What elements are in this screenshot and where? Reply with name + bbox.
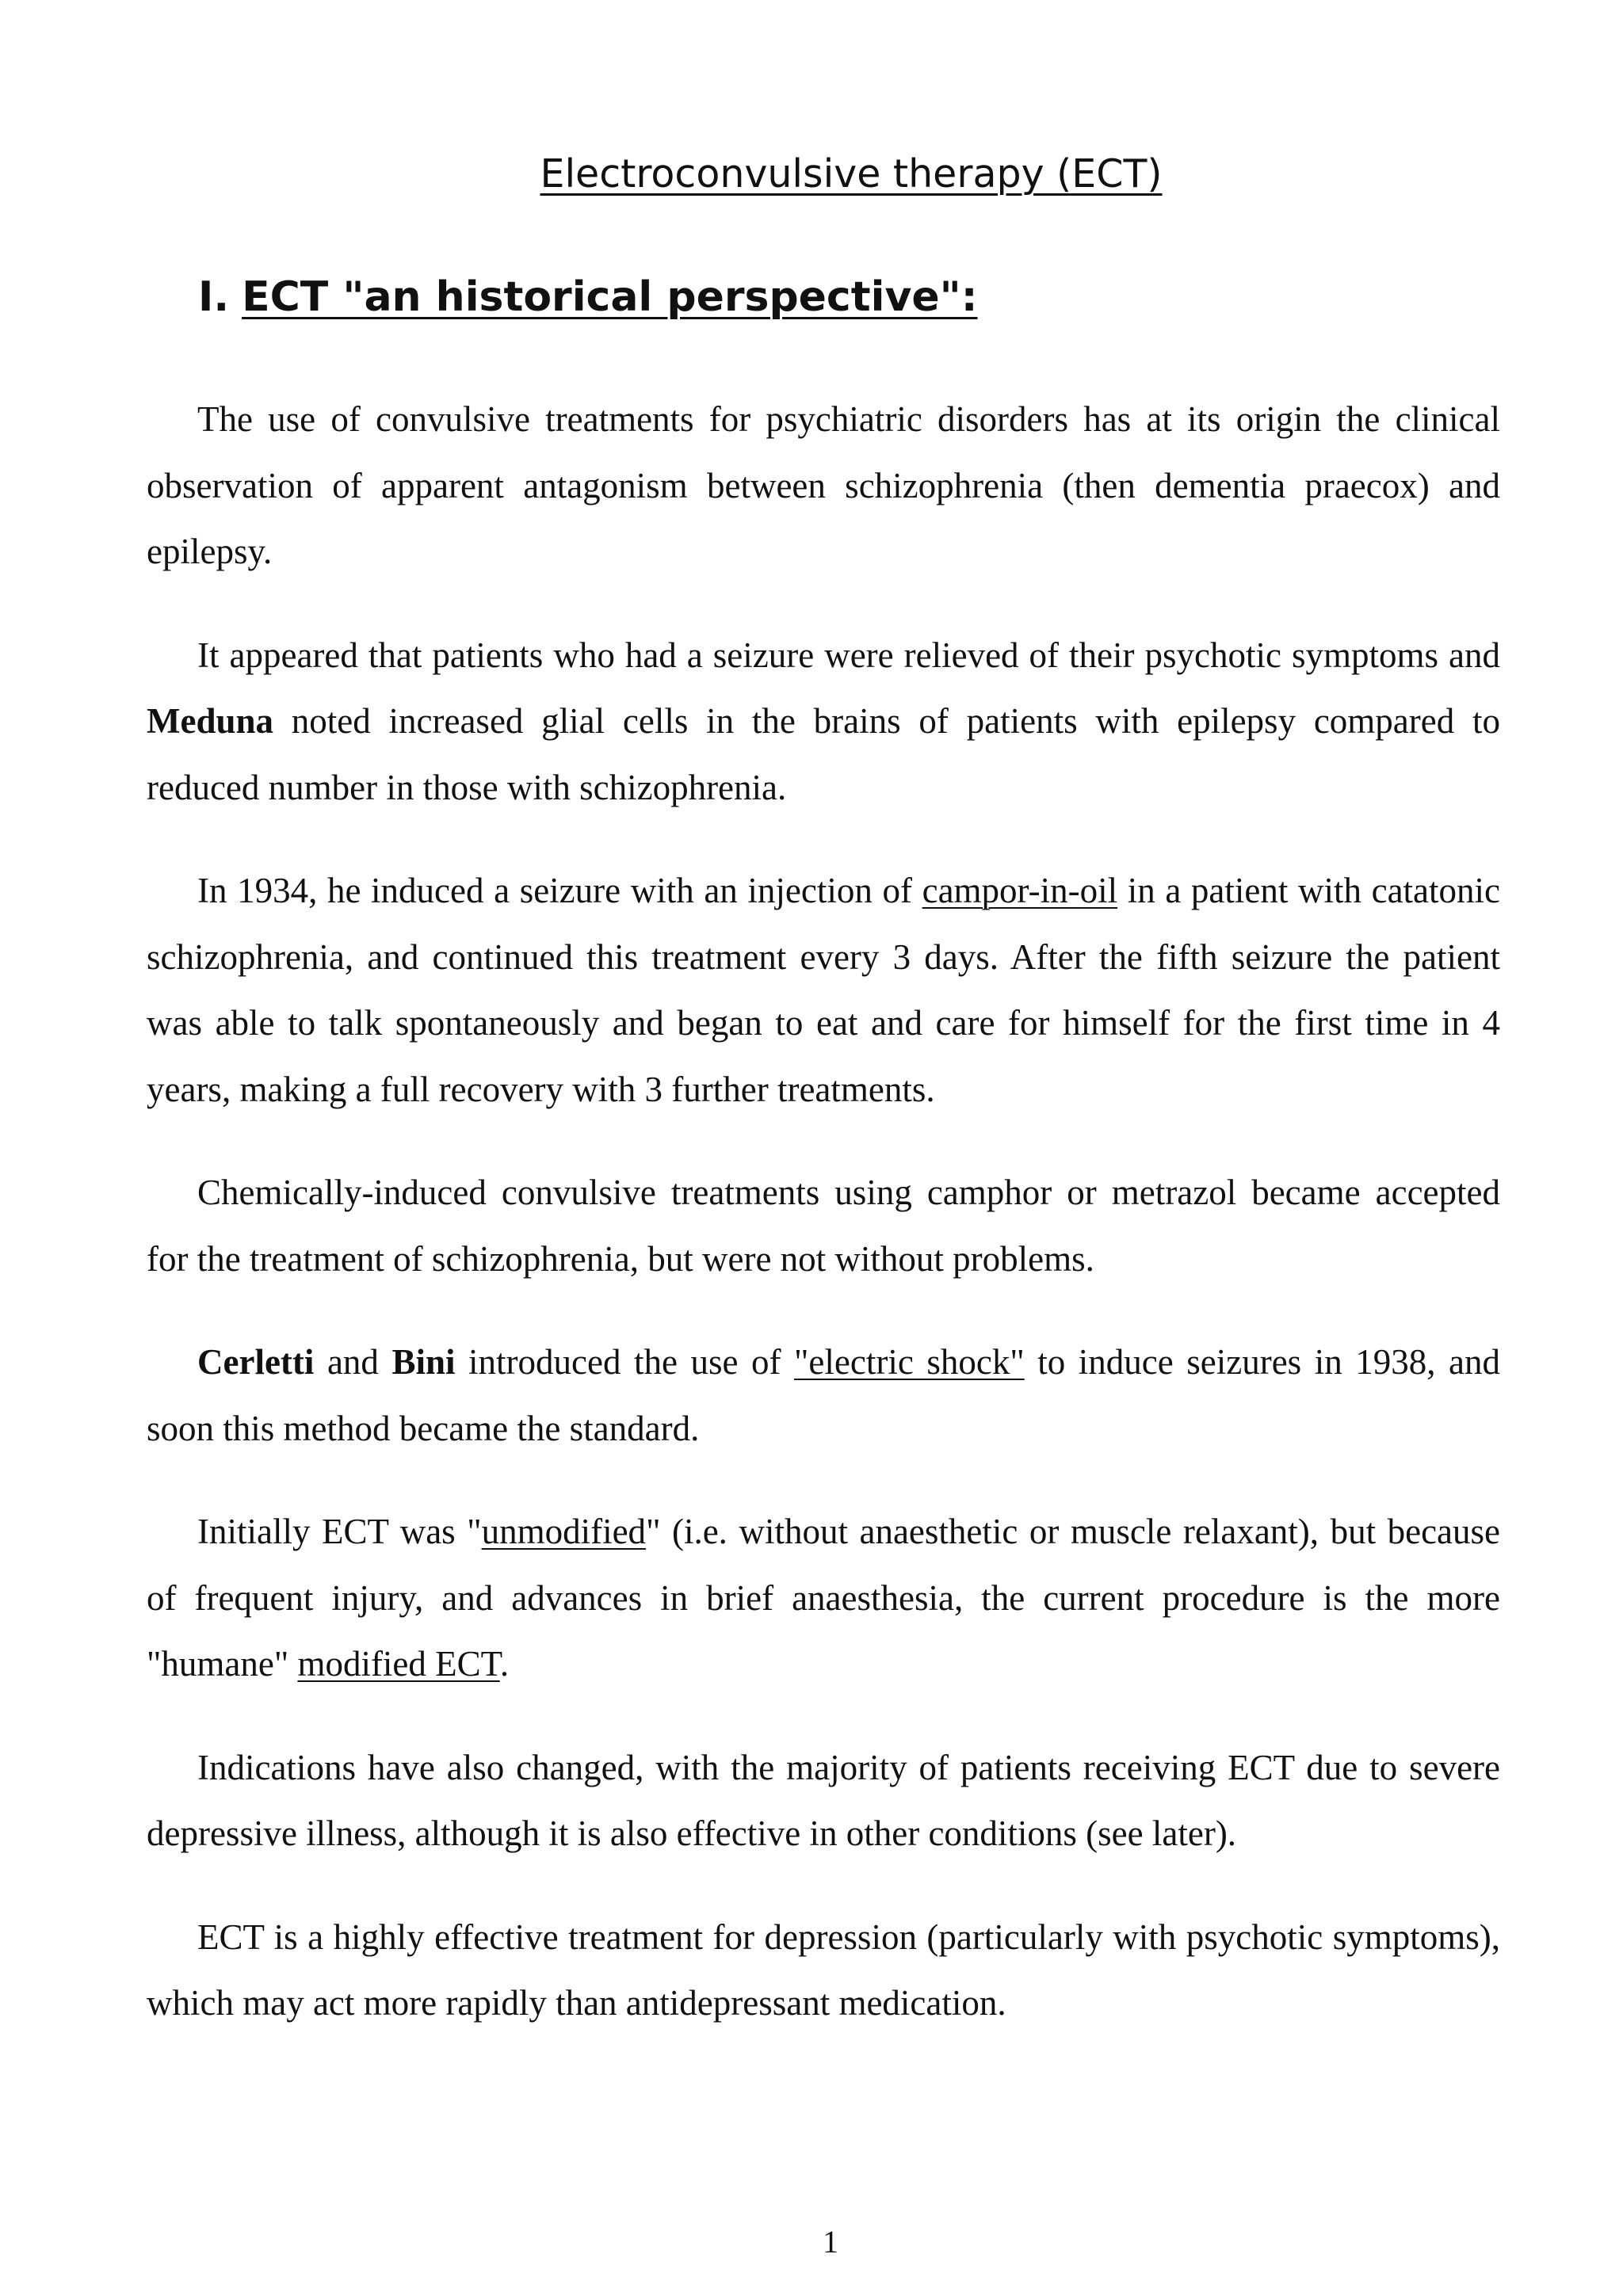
document-body	[147, 387, 1500, 2074]
paragraph-4: Chemically-induced convulsive treatments using camphor or metrazol became accepted for the treatment of schizophrenia, but were not without problems.	[147, 1173, 1500, 1279]
text-run: noted increased glial cells in the brains of patients with epilepsy compared to reduced number in those with schizophrenia.	[147, 701, 1500, 807]
underlined-electric-shock: "electric shock"	[794, 1342, 1025, 1382]
paragraph-5	[147, 1329, 1500, 1462]
underlined-modified-ect: modified ECT	[297, 1644, 500, 1684]
paragraph-6	[147, 1499, 1500, 1698]
name-cerletti: Cerletti	[197, 1342, 315, 1382]
text-run: introduced the use of	[455, 1342, 795, 1382]
text-run: and	[314, 1342, 392, 1382]
underlined-campor-in-oil: campor-in-oil	[922, 871, 1118, 910]
text-run: .	[499, 1644, 510, 1684]
paragraph-2	[147, 623, 1500, 822]
name-meduna: Meduna	[147, 701, 274, 741]
text-run: In 1934, he induced a seizure with an injection of	[197, 871, 922, 910]
paragraph-3	[147, 858, 1500, 1123]
text-run: to induce seizures in 1938, and soon this method became the standard.	[147, 1342, 1501, 1448]
text-run: in a patient with catatonic schizophrenia, and continued this treatment every 3 days. After the fifth seizure the patient was able to talk spontaneously and began to eat and care for himself for the first time in 4 years, making a full recovery with 3 further treatments.	[147, 871, 1500, 1109]
document-title: Electroconvulsive therapy (ECT)	[540, 151, 1163, 196]
name-bini: Bini	[391, 1342, 456, 1382]
section-heading-text: ECT "an historical perspective":	[242, 273, 978, 321]
page-number: 1	[823, 2224, 838, 2260]
paragraph-7: Indications have also changed, with the majority of patients receiving ECT due to severe depressive illness, although it is also effective in other conditions (see later).	[147, 1747, 1500, 1853]
section-heading	[198, 271, 978, 323]
text-run: Initially ECT was "	[197, 1512, 482, 1551]
section-number: I.	[198, 273, 230, 321]
paragraph-1: The use of convulsive treatments for psychiatric disorders has at its origin the clinical observation of apparent antagonism between schizophrenia (then dementia praecox) and epilepsy.	[147, 399, 1500, 571]
text-run: " (i.e. without anaesthetic or muscle relaxant), but because of frequent injury, and advances in brief anaesthesia, the current procedure is the more "humane"	[147, 1512, 1500, 1684]
underlined-unmodified: unmodified	[481, 1512, 647, 1551]
paragraph-8: ECT is a highly effective treatment for depression (particularly with psychotic symptoms), which may act more rapidly than antidepressant medication.	[147, 1917, 1500, 2023]
text-run: It appeared that patients who had a seizure were relieved of their psychotic symptoms and	[197, 635, 1500, 675]
